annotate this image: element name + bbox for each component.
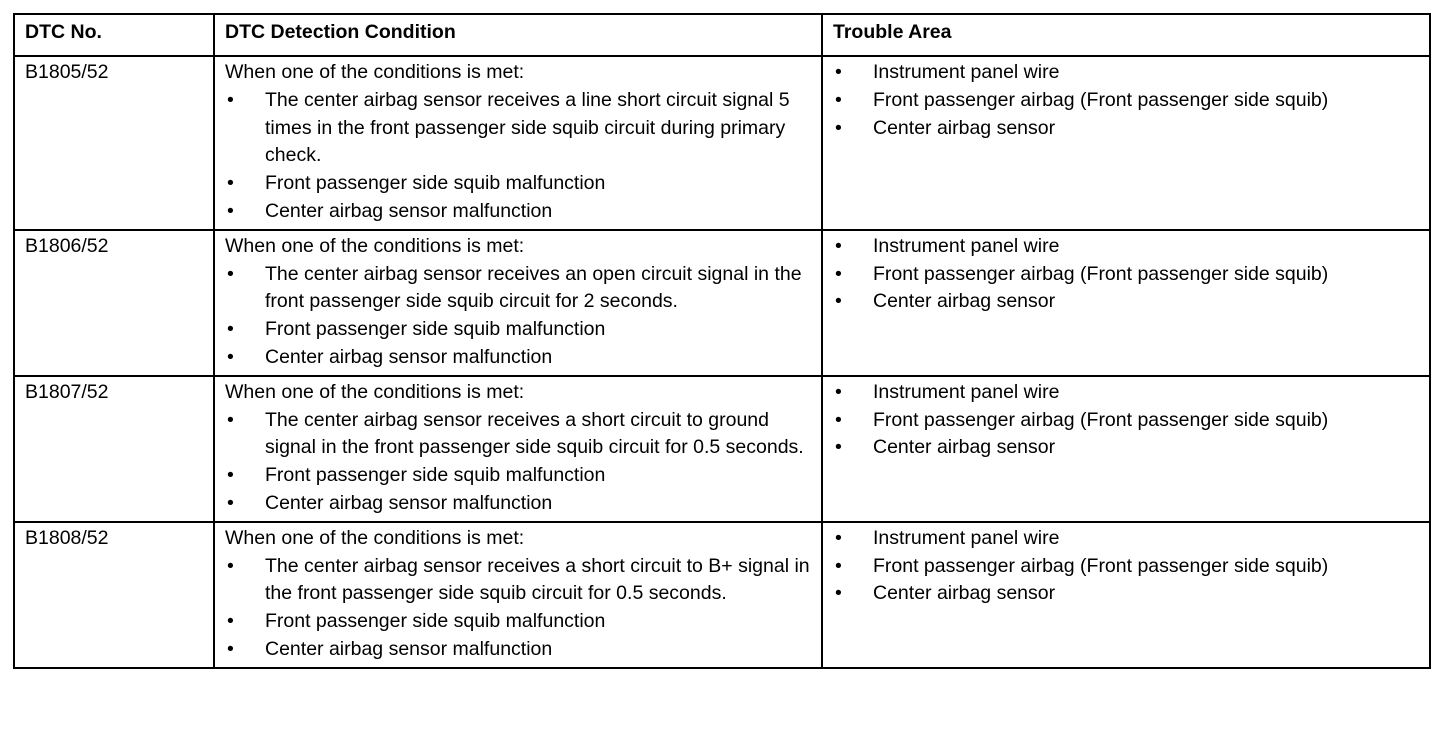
condition-text: Front passenger side squib malfunction [265, 610, 606, 633]
document-page [13, 13, 1431, 669]
condition-item [225, 490, 813, 518]
condition-text: Center airbag sensor malfunction [265, 491, 553, 514]
trouble-area-item [833, 407, 1421, 435]
condition-text: Front passenger side squib malfunction [265, 172, 606, 195]
bullet-icon: • [227, 262, 234, 285]
condition-list [225, 87, 813, 226]
condition-item [225, 608, 813, 636]
condition-text: Front passenger side squib malfunction [265, 464, 606, 487]
condition-intro: When one of the conditions is met: [225, 526, 525, 549]
bullet-icon: • [835, 116, 842, 139]
condition-text: The center airbag sensor receives a short circuit to B+ signal in the front passenger side squib circuit for 0.5 seconds. [265, 554, 810, 605]
bullet-icon: • [835, 526, 842, 549]
condition-text: The center airbag sensor receives a short circuit to ground signal in the front passenger side squib circuit for 0.5 seconds. [265, 408, 804, 459]
trouble-area-text: Front passenger airbag (Front passenger side squib) [873, 262, 1329, 285]
table-row [14, 376, 1430, 522]
trouble-area-text: Instrument panel wire [873, 526, 1060, 549]
trouble-area-item [833, 525, 1421, 553]
bullet-icon: • [227, 610, 234, 633]
table-row [14, 522, 1430, 668]
condition-text: The center airbag sensor receives an open circuit signal in the front passenger side squib circuit for 2 seconds. [265, 262, 802, 313]
bullet-icon: • [835, 234, 842, 257]
trouble-area-text: Center airbag sensor [873, 582, 1056, 605]
trouble-area-text: Center airbag sensor [873, 116, 1056, 139]
trouble-area-list [833, 525, 1421, 608]
bullet-icon: • [835, 582, 842, 605]
trouble-area-text: Instrument panel wire [873, 380, 1060, 403]
bullet-icon: • [835, 61, 842, 83]
condition-item [225, 344, 813, 372]
trouble-area-text: Front passenger airbag (Front passenger side squib) [873, 408, 1329, 431]
bullet-icon: • [835, 88, 842, 111]
trouble-area-cell [822, 56, 1430, 230]
condition-text: Front passenger side squib malfunction [265, 318, 606, 341]
dtc-code-cell: B1806/52 [14, 230, 214, 376]
bullet-icon: • [227, 408, 234, 431]
trouble-area-text: Instrument panel wire [873, 234, 1060, 257]
trouble-area-text: Front passenger airbag (Front passenger side squib) [873, 554, 1329, 577]
trouble-area-text: Center airbag sensor [873, 436, 1056, 459]
trouble-area-item [833, 379, 1421, 407]
bullet-icon: • [835, 554, 842, 577]
bullet-icon: • [835, 380, 842, 403]
trouble-area-item [833, 261, 1421, 289]
condition-cell [214, 230, 822, 376]
condition-text: Center airbag sensor malfunction [265, 345, 553, 368]
condition-item [225, 261, 813, 317]
table-row [14, 230, 1430, 376]
trouble-area-list [833, 379, 1421, 462]
trouble-area-item [833, 553, 1421, 581]
header-detection-condition: DTC Detection Condition [214, 14, 822, 56]
bullet-icon: • [835, 290, 842, 313]
bullet-icon: • [835, 436, 842, 459]
condition-list [225, 407, 813, 518]
condition-item [225, 87, 813, 170]
bullet-icon: • [835, 408, 842, 431]
trouble-area-cell [822, 522, 1430, 668]
dtc-code-cell: B1805/52 [14, 56, 214, 230]
condition-cell [214, 376, 822, 522]
bullet-icon: • [227, 172, 234, 195]
trouble-area-item [833, 59, 1421, 87]
trouble-area-item [833, 434, 1421, 462]
trouble-area-text: Center airbag sensor [873, 290, 1056, 313]
trouble-area-item [833, 233, 1421, 261]
condition-item [225, 636, 813, 664]
bullet-icon: • [227, 88, 234, 111]
condition-item [225, 553, 813, 609]
trouble-area-text: Instrument panel wire [873, 61, 1060, 83]
dtc-code-cell: B1807/52 [14, 376, 214, 522]
trouble-area-item [833, 580, 1421, 608]
trouble-area-item [833, 288, 1421, 316]
bullet-icon: • [227, 464, 234, 487]
header-trouble-area: Trouble Area [822, 14, 1430, 56]
bullet-icon: • [835, 262, 842, 285]
bullet-icon: • [227, 637, 234, 660]
trouble-area-cell [822, 230, 1430, 376]
trouble-area-list [833, 233, 1421, 316]
trouble-area-text: Front passenger airbag (Front passenger side squib) [873, 88, 1329, 111]
condition-item [225, 170, 813, 198]
condition-list [225, 553, 813, 664]
condition-item [225, 198, 813, 226]
trouble-area-item [833, 87, 1421, 115]
condition-cell [214, 56, 822, 230]
dtc-table [13, 13, 1431, 669]
condition-item [225, 316, 813, 344]
bullet-icon: • [227, 318, 234, 341]
table-row [14, 56, 1430, 230]
condition-text: Center airbag sensor malfunction [265, 199, 553, 222]
bullet-icon: • [227, 199, 234, 222]
table-header [14, 14, 1430, 56]
condition-intro: When one of the conditions is met: [225, 61, 525, 83]
condition-text: Center airbag sensor malfunction [265, 637, 553, 660]
trouble-area-list [833, 59, 1421, 142]
bullet-icon: • [227, 345, 234, 368]
condition-item [225, 407, 813, 463]
bullet-icon: • [227, 491, 234, 514]
condition-text: The center airbag sensor receives a line short circuit signal 5 times in the front passenger side squib circuit during primary check. [265, 88, 790, 167]
bullet-icon: • [227, 554, 234, 577]
trouble-area-cell [822, 376, 1430, 522]
condition-list [225, 261, 813, 372]
condition-intro: When one of the conditions is met: [225, 380, 525, 403]
header-row [14, 14, 1430, 56]
condition-intro: When one of the conditions is met: [225, 234, 525, 257]
condition-cell [214, 522, 822, 668]
dtc-code-cell: B1808/52 [14, 522, 214, 668]
header-dtc-no: DTC No. [14, 14, 214, 56]
condition-item [225, 462, 813, 490]
table-body [14, 56, 1430, 668]
trouble-area-item [833, 115, 1421, 143]
